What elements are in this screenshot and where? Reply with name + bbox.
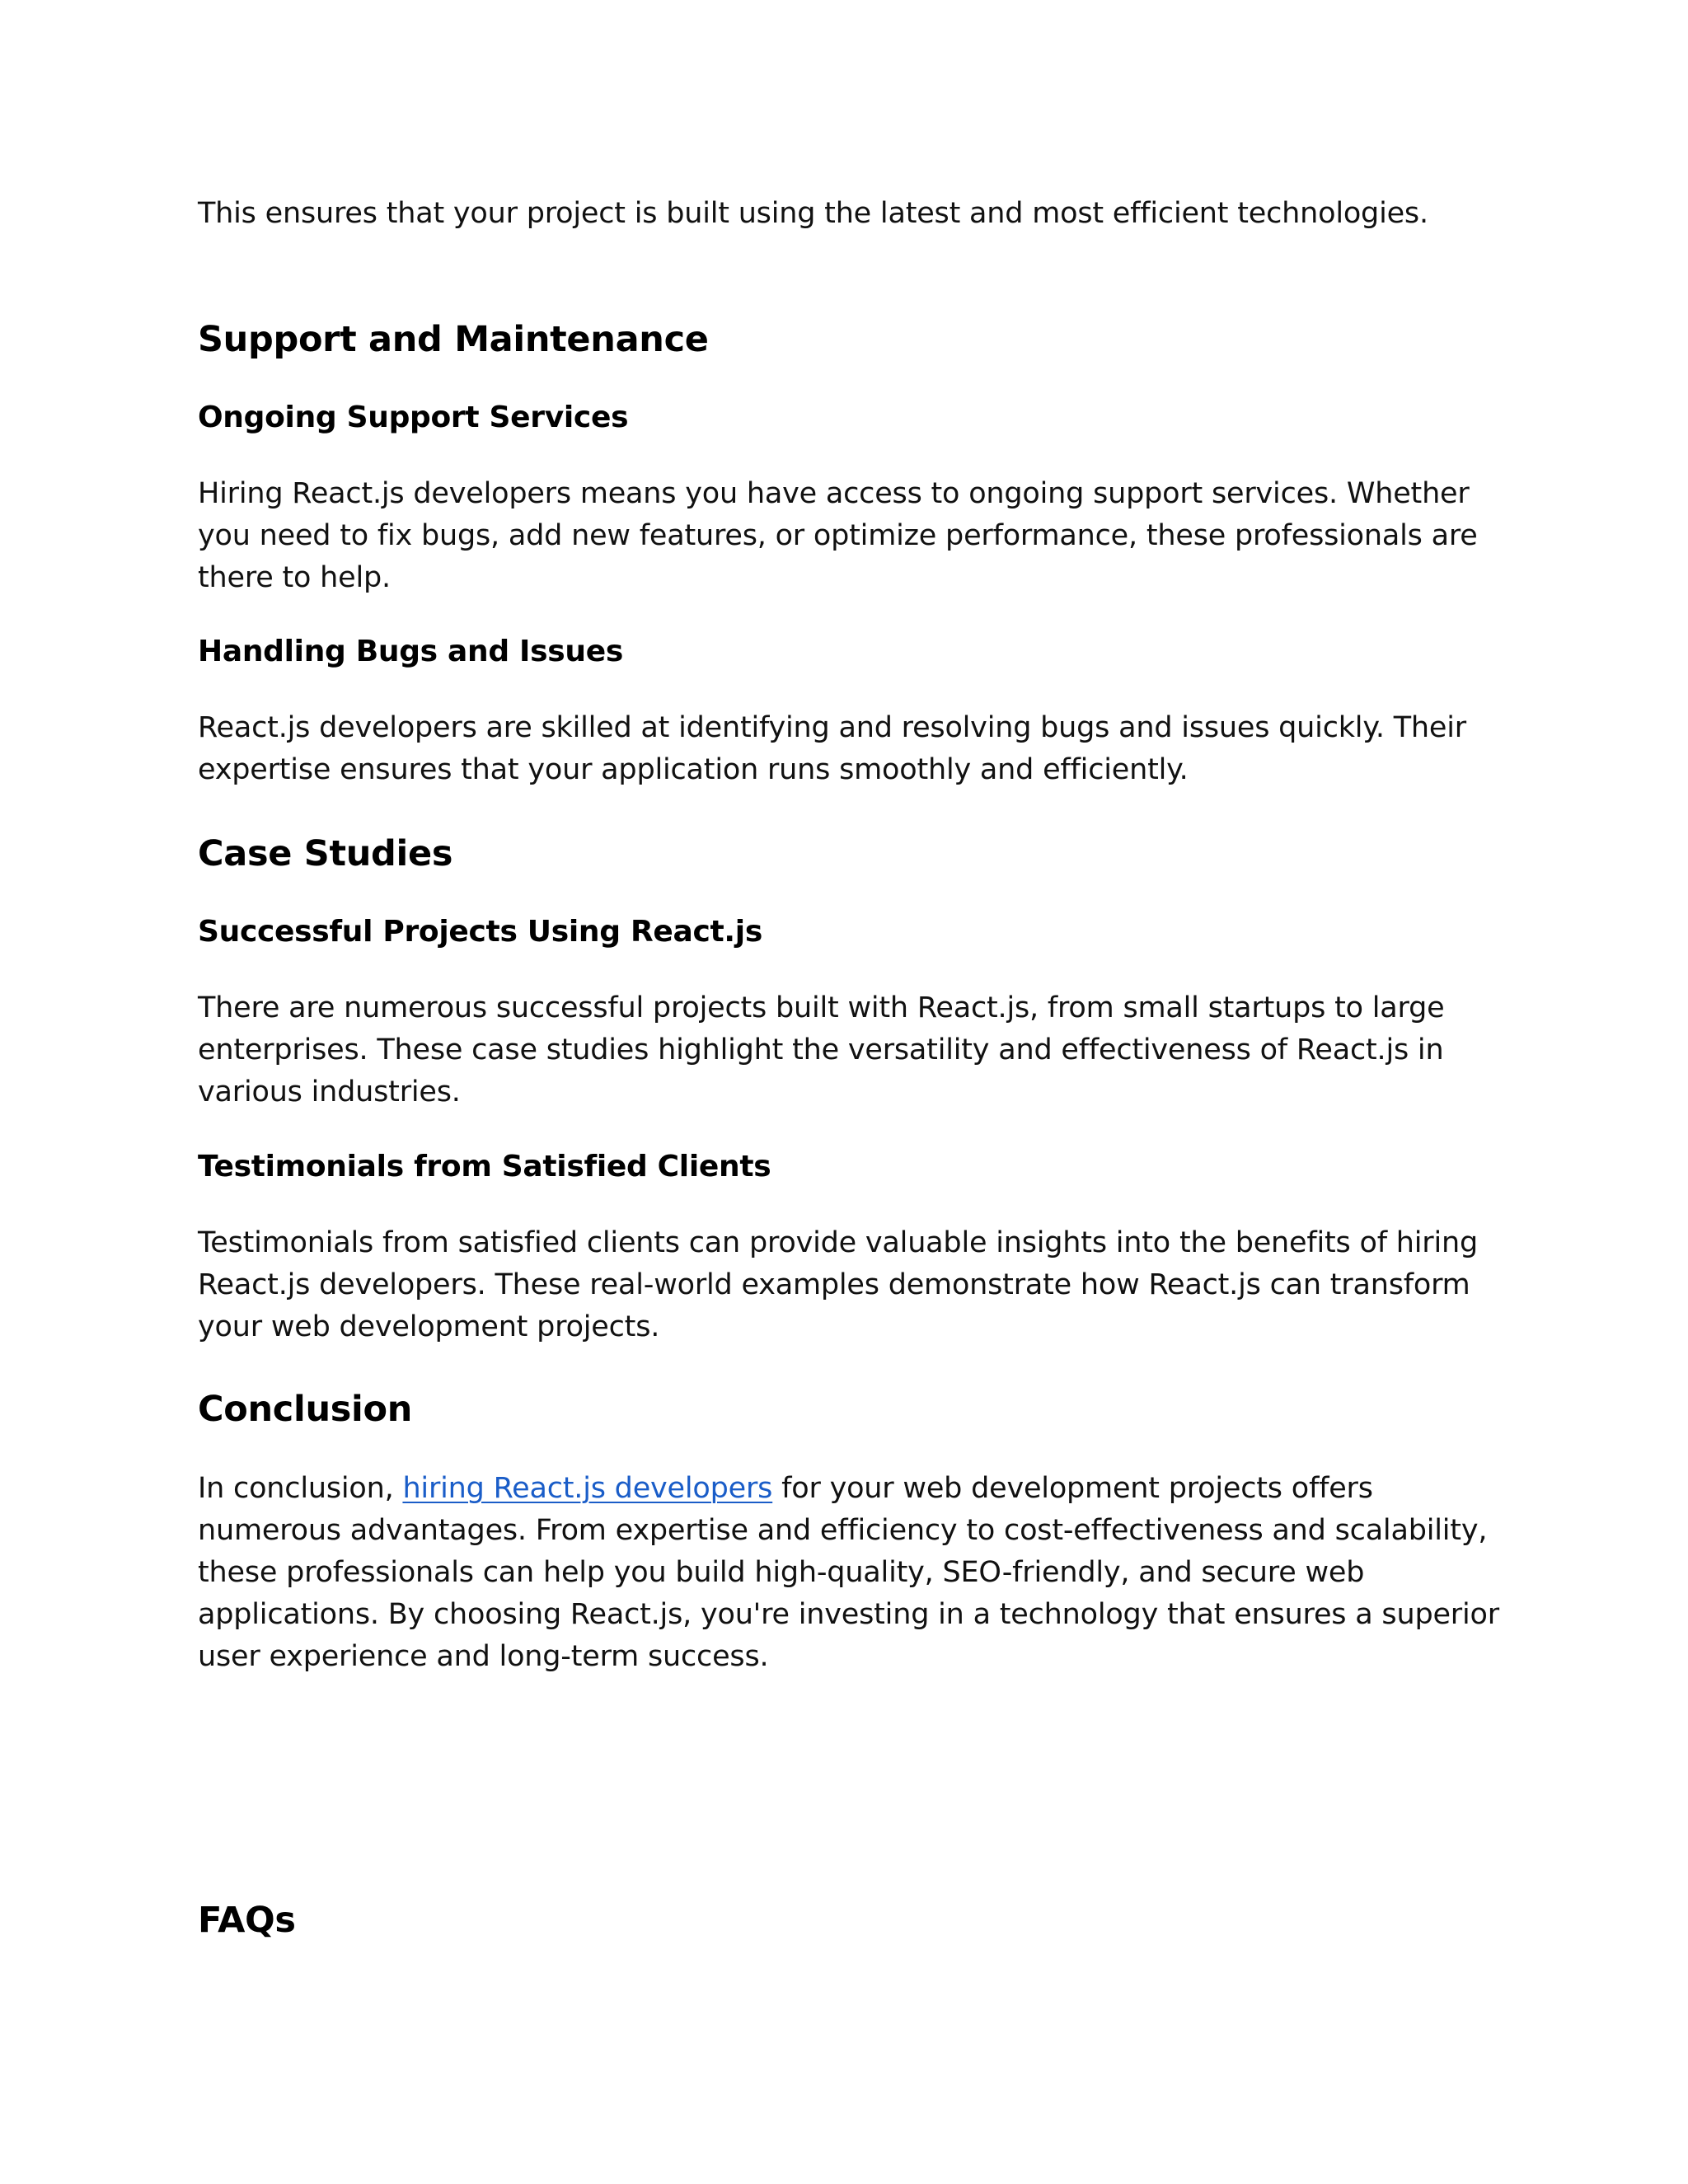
- conclusion-text-before: In conclusion,: [198, 1472, 403, 1505]
- document-page: [198, 0, 1517, 2184]
- subheading-handling-bugs: Handling Bugs and Issues: [198, 635, 623, 668]
- conclusion-text-after: for your web development projects offers numerous advantages. From expertise and efficiency to cost-effectiveness and scalability, these professionals can help you build high-quality, SEO-friendly, and secure web applications. By choosing React.js, you're investing in a technology that ensures a superior user experience and long-term success.: [198, 1472, 1499, 1673]
- ongoing-support-paragraph: Hiring React.js developers means you have access to ongoing support services. Whether you need to fix bugs, add new features, or optimize performance, these professionals are there to help.: [198, 477, 1478, 594]
- subheading-testimonials: Testimonials from Satisfied Clients: [198, 1150, 771, 1183]
- subheading-ongoing-support: Ongoing Support Services: [198, 401, 629, 434]
- handling-bugs-paragraph: React.js developers are skilled at identifying and resolving bugs and issues quickly. Their expertise ensures that your application runs smoothly and efficiently.: [198, 711, 1466, 786]
- successful-projects-paragraph: There are numerous successful projects built with React.js, from small startups to large enterprises. These case studies highlight the versatility and effectiveness of React.js in various industries.: [198, 991, 1445, 1108]
- heading-faqs: FAQs: [198, 1900, 296, 1941]
- subheading-successful-projects: Successful Projects Using React.js: [198, 915, 762, 949]
- intro-paragraph: This ensures that your project is built using the latest and most efficient technologies.: [198, 197, 1428, 230]
- heading-support-maintenance: Support and Maintenance: [198, 319, 709, 360]
- conclusion-paragraph: [198, 1468, 1517, 1678]
- hiring-react-developers-link[interactable]: hiring React.js developers: [402, 1472, 773, 1505]
- heading-case-studies: Case Studies: [198, 833, 453, 874]
- heading-conclusion: Conclusion: [198, 1389, 413, 1430]
- testimonials-paragraph: Testimonials from satisfied clients can provide valuable insights into the benefits of hiring React.js developers. These real-world examples demonstrate how React.js can transform your web development projects.: [198, 1226, 1478, 1343]
